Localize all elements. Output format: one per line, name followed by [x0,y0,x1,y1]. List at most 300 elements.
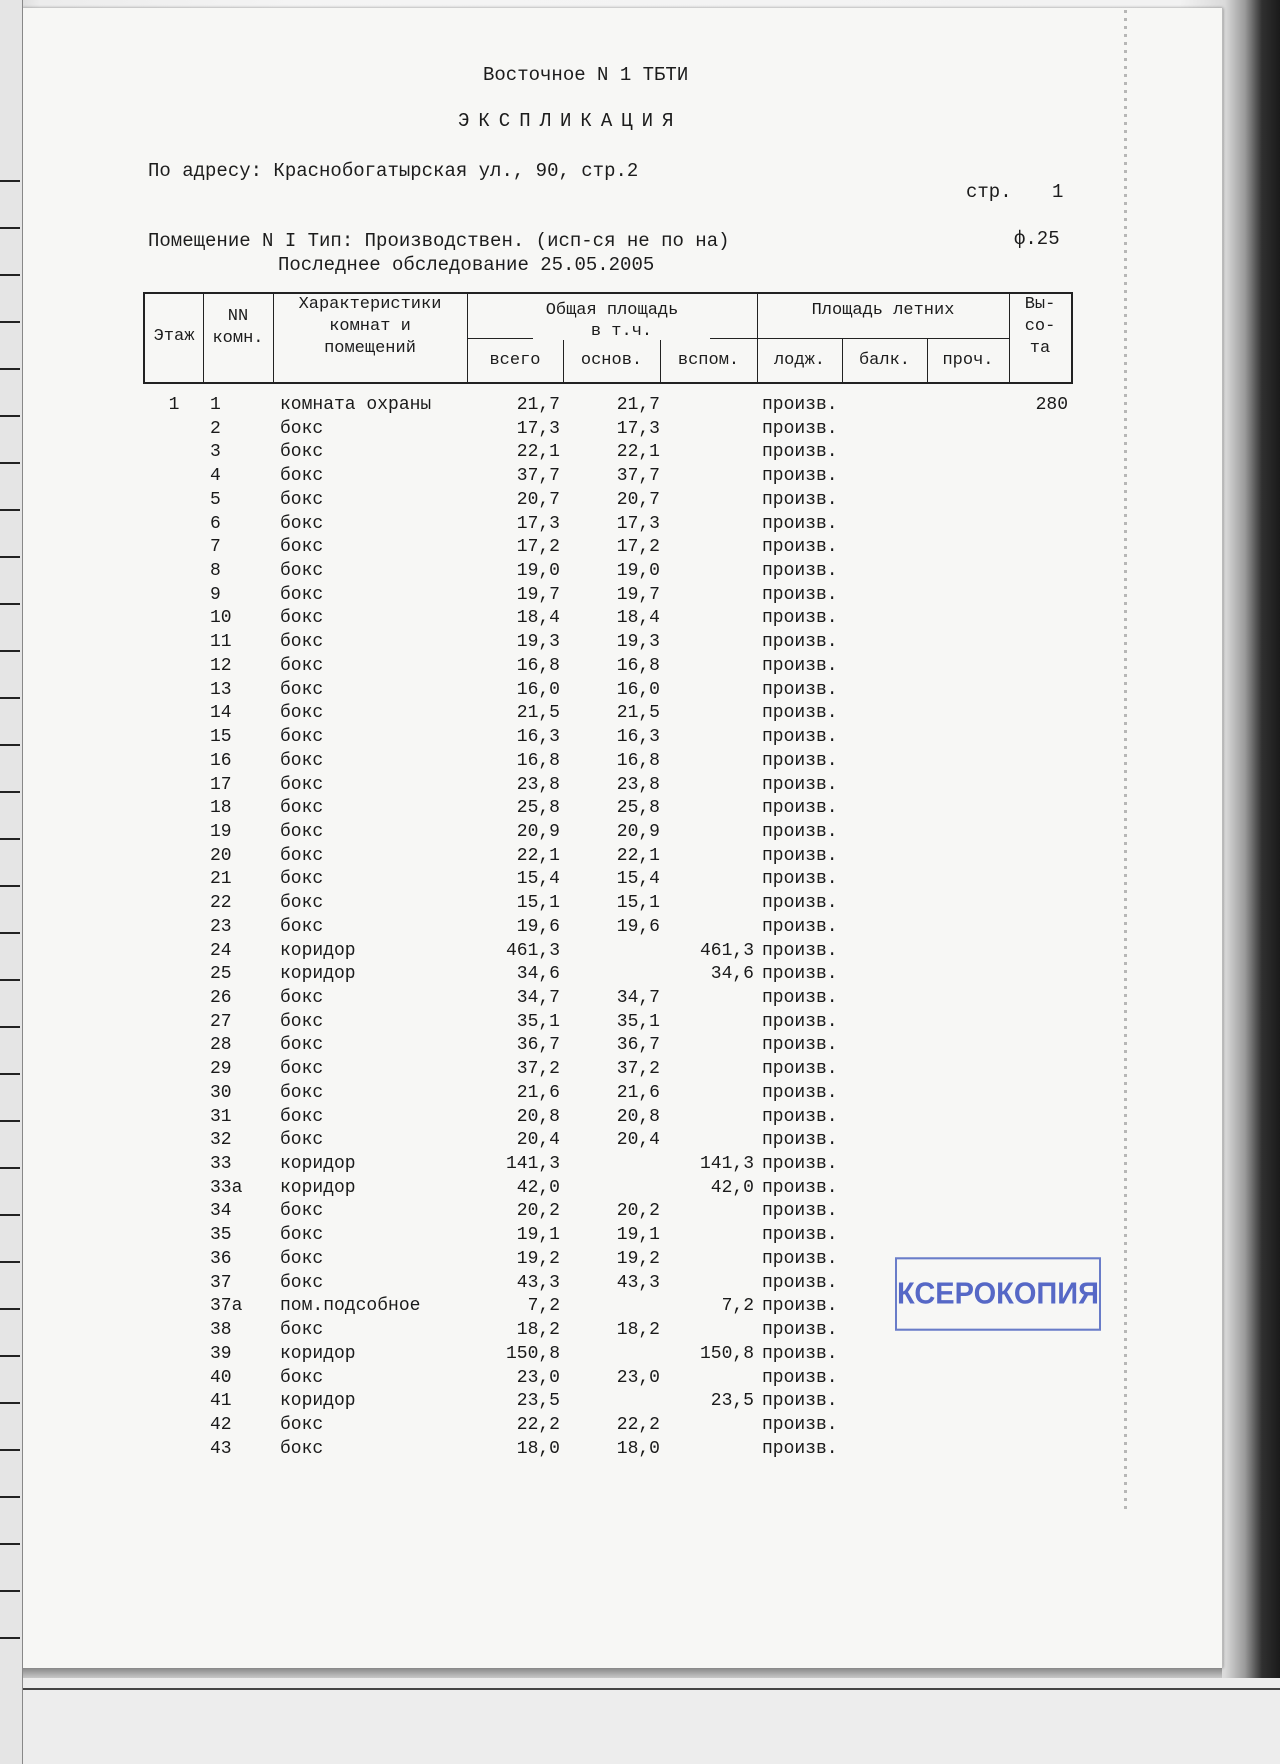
col-loggia: лодж. [773,351,825,370]
cell-total-area: 20,4 [516,1130,560,1151]
cell-room-number: 32 [210,1130,232,1151]
col-aux: вспом. [677,351,740,370]
cell-usage: произв. [762,1320,838,1341]
cell-usage: произв. [762,821,838,842]
binder-tick [0,180,20,182]
cell-total-area: 23,8 [516,774,560,795]
cell-room-number: 15 [210,727,232,748]
cell-room-number: 5 [210,489,221,510]
cell-room-number: 10 [210,608,232,629]
cell-main-area: 19,3 [616,632,660,653]
table-row [0,775,1280,799]
table-row [0,917,1280,941]
cell-total-area: 43,3 [516,1272,560,1293]
table-row [0,893,1280,917]
cell-main-area: 18,0 [616,1438,660,1459]
cell-usage: произв. [762,1225,838,1246]
cell-room-name: коридор [280,1154,356,1175]
cell-total-area: 21,5 [516,703,560,724]
cell-room-name: бокс [280,1225,324,1246]
cell-usage: произв. [762,1296,838,1317]
header-divider [467,338,533,339]
cell-room-name: бокс [280,703,324,724]
table-header [143,292,1073,384]
cell-total-area: 19,0 [516,561,560,582]
cell-room-name: бокс [280,1130,324,1151]
cell-usage: произв. [762,489,838,510]
cell-usage: произв. [762,655,838,676]
binder-tick [0,1590,20,1592]
binder-tick [0,274,20,276]
table-row [0,1154,1280,1178]
cell-main-area: 22,2 [616,1414,660,1435]
table-row [0,490,1280,514]
table-row [0,988,1280,1012]
cell-aux-area: 7,2 [721,1296,754,1317]
cell-total-area: 22,1 [516,442,560,463]
table-row [0,537,1280,561]
cell-main-area: 19,1 [616,1225,660,1246]
cell-main-area: 21,5 [616,703,660,724]
cell-main-area: 37,7 [616,466,660,487]
cell-main-area: 21,7 [616,395,660,415]
cell-main-area: 19,6 [616,916,660,937]
table-row [0,703,1280,727]
cell-usage: произв. [762,1272,838,1293]
cell-total-area: 16,3 [516,727,560,748]
table-row [0,1107,1280,1131]
cell-usage: произв. [762,1177,838,1198]
cell-room-number: 11 [210,632,232,653]
cell-room-number: 8 [210,561,221,582]
cell-main-area: 23,0 [616,1367,660,1388]
cell-room-number: 28 [210,1035,232,1056]
cell-room-number: 1 [210,395,221,415]
cell-aux-area: 150,8 [699,1343,754,1364]
cell-total-area: 42,0 [516,1177,560,1198]
cell-usage: произв. [762,537,838,558]
cell-room-name: бокс [280,1438,324,1459]
cell-room-number: 36 [210,1248,232,1269]
cell-usage: произв. [762,1248,838,1269]
cell-usage: произв. [762,1082,838,1103]
cell-room-name: бокс [280,1414,324,1435]
table-row [0,585,1280,609]
table-row [0,941,1280,965]
cell-room-name: бокс [280,489,324,510]
cell-room-number: 4 [210,466,221,487]
cell-total-area: 20,2 [516,1201,560,1222]
cell-aux-area: 42,0 [710,1177,754,1198]
header-divider [710,338,757,339]
cell-room-name: бокс [280,1082,324,1103]
binder-tick [0,1637,20,1639]
col-including: в т.ч. [533,324,710,340]
cell-room-number: 22 [210,893,232,914]
table-row [0,466,1280,490]
table-row [0,751,1280,775]
table-row [0,395,1280,419]
cell-total-area: 18,4 [516,608,560,629]
cell-room-name: бокс [280,727,324,748]
cell-usage: произв. [762,395,838,415]
binder-tick [0,1496,20,1498]
cell-room-number: 37 [210,1272,232,1293]
cell-room-name: бокс [280,608,324,629]
cell-total-area: 37,7 [516,466,560,487]
cell-room-number: 35 [210,1225,232,1246]
cell-usage: произв. [762,1343,838,1364]
cell-main-area: 21,6 [616,1082,660,1103]
table-row [0,1415,1280,1439]
cell-main-area: 37,2 [616,1059,660,1080]
table-row [0,632,1280,656]
cell-total-area: 20,7 [516,489,560,510]
cell-room-name: коридор [280,940,356,961]
cell-usage: произв. [762,869,838,890]
cell-total-area: 15,1 [516,893,560,914]
cell-room-name: бокс [280,1272,324,1293]
cell-room-name: бокс [280,679,324,700]
cell-aux-area: 141,3 [699,1154,754,1175]
cell-main-area: 20,8 [616,1106,660,1127]
cell-total-area: 37,2 [516,1059,560,1080]
cell-usage: произв. [762,798,838,819]
col-characteristics: Характеристики комнат и помещений [298,295,442,358]
table-row [0,1391,1280,1415]
cell-total-area: 19,3 [516,632,560,653]
underlying-sheet-edge [0,1688,1280,1690]
cell-total-area: 19,1 [516,1225,560,1246]
col-height: Вы- со- та [1024,295,1056,358]
cell-room-name: бокс [280,1106,324,1127]
cell-room-name: коридор [280,1391,356,1412]
cell-main-area: 19,2 [616,1248,660,1269]
cell-usage: произв. [762,1367,838,1388]
cell-room-name: бокс [280,869,324,890]
cell-aux-area: 34,6 [710,964,754,985]
cell-total-area: 35,1 [516,1011,560,1032]
cell-room-name: бокс [280,561,324,582]
cell-total-area: 461,3 [505,940,560,961]
cell-main-area: 18,2 [616,1320,660,1341]
table-row [0,964,1280,988]
cell-total-area: 19,2 [516,1248,560,1269]
cell-aux-area: 23,5 [710,1391,754,1412]
cell-room-name: бокс [280,418,324,439]
cell-usage: произв. [762,513,838,534]
cell-main-area: 17,2 [616,537,660,558]
cell-total-area: 18,2 [516,1320,560,1341]
cell-usage: произв. [762,964,838,985]
cell-total-area: 21,7 [516,395,560,415]
cell-usage: произв. [762,1391,838,1412]
cell-room-name: бокс [280,845,324,866]
col-all: всего [489,351,541,370]
cell-room-number: 14 [210,703,232,724]
cell-room-number: 39 [210,1343,232,1364]
table-row [0,1439,1280,1463]
page-number: 1 [1052,181,1064,203]
cell-room-name: комната охраны [280,395,432,415]
cell-usage: произв. [762,561,838,582]
cell-total-area: 17,2 [516,537,560,558]
table-row [0,1130,1280,1154]
cell-total-area: 7,2 [527,1296,560,1317]
cell-usage: произв. [762,1154,838,1175]
cell-total-area: 21,6 [516,1082,560,1103]
cell-room-name: бокс [280,537,324,558]
cell-room-number: 31 [210,1106,232,1127]
cell-main-area: 23,8 [616,774,660,795]
table-row [0,1344,1280,1368]
cell-room-name: коридор [280,964,356,985]
cell-room-name: бокс [280,988,324,1008]
cell-room-number: 37а [210,1296,243,1317]
cell-room-number: 20 [210,845,232,866]
cell-room-number: 24 [210,940,232,961]
cell-room-name: бокс [280,632,324,653]
cell-room-name: бокс [280,655,324,676]
table-row [0,442,1280,466]
col-room-number: NN комн. [212,307,264,348]
table-row [0,727,1280,751]
cell-room-number: 29 [210,1059,232,1080]
cell-room-number: 34 [210,1201,232,1222]
cell-room-name: бокс [280,774,324,795]
table-row [0,1201,1280,1225]
col-summer-area: Площадь летних [811,301,955,320]
cell-main-area: 36,7 [616,1035,660,1056]
document-title: ЭКСПЛИКАЦИЯ [458,110,683,132]
cell-room-name: бокс [280,1059,324,1080]
underlying-sheet [0,1678,1280,1764]
cell-main-area: 17,3 [616,513,660,534]
cell-main-area: 35,1 [616,1011,660,1032]
table-row [0,656,1280,680]
cell-usage: произв. [762,679,838,700]
table-row [0,1012,1280,1036]
cell-main-area: 15,1 [616,893,660,914]
cell-usage: произв. [762,1106,838,1127]
cell-room-name: бокс [280,584,324,605]
xerox-copy-stamp: КСЕРОКОПИЯ [895,1257,1101,1331]
table-row [0,1035,1280,1059]
address-line: По адресу: Краснобогатырская ул., 90, стр.2 [148,160,639,182]
table-row [0,514,1280,538]
cell-total-area: 25,8 [516,798,560,819]
cell-main-area: 19,0 [616,561,660,582]
cell-usage: произв. [762,845,838,866]
col-other: проч. [942,351,994,370]
cell-room-number: 18 [210,798,232,819]
cell-usage: произв. [762,1011,838,1032]
table-row [0,1225,1280,1249]
col-balcony: балк. [858,351,910,370]
cell-usage: произв. [762,466,838,487]
cell-height: 280 [1035,395,1068,415]
cell-total-area: 22,2 [516,1414,560,1435]
cell-floor: 1 [168,395,180,415]
cell-room-number: 43 [210,1438,232,1459]
cell-room-name: бокс [280,1320,324,1341]
page-label: стр. [966,181,1012,203]
cell-room-number: 7 [210,537,221,558]
binder-tick [0,1543,20,1545]
table-row [0,680,1280,704]
cell-total-area: 22,1 [516,845,560,866]
cell-usage: произв. [762,774,838,795]
binder-tick [0,368,20,370]
cell-main-area: 17,3 [616,418,660,439]
cell-room-number: 38 [210,1320,232,1341]
cell-room-number: 33 [210,1154,232,1175]
cell-room-name: бокс [280,893,324,914]
cell-total-area: 34,7 [516,988,560,1008]
cell-room-number: 42 [210,1414,232,1435]
cell-total-area: 17,3 [516,418,560,439]
table-row [0,798,1280,822]
binder-tick [0,321,20,323]
cell-main-area: 18,4 [616,608,660,629]
cell-room-number: 33а [210,1177,243,1198]
cell-main-area: 22,1 [616,845,660,866]
cell-total-area: 16,0 [516,679,560,700]
cell-main-area: 25,8 [616,798,660,819]
cell-room-name: бокс [280,466,324,487]
col-total-area: Общая площадь [545,301,679,320]
cell-room-number: 12 [210,655,232,676]
cell-usage: произв. [762,750,838,771]
cell-usage: произв. [762,1438,838,1459]
cell-total-area: 34,6 [516,964,560,985]
binder-tick [0,227,20,229]
cell-room-number: 30 [210,1082,232,1103]
cell-main-area: 20,2 [616,1201,660,1222]
cell-main-area: 16,3 [616,727,660,748]
cell-main-area: 34,7 [616,988,660,1008]
cell-room-name: бокс [280,750,324,771]
cell-room-number: 25 [210,964,232,985]
cell-usage: произв. [762,584,838,605]
cell-total-area: 23,5 [516,1391,560,1412]
premises-line: Помещение N I Тип: Производствен. (исп-ся не по на) [148,230,730,252]
cell-total-area: 20,9 [516,821,560,842]
cell-usage: произв. [762,916,838,937]
organization-name: Восточное N 1 ТБТИ [483,64,689,86]
cell-total-area: 141,3 [505,1154,560,1175]
cell-total-area: 36,7 [516,1035,560,1056]
cell-main-area: 43,3 [616,1272,660,1293]
cell-aux-area: 461,3 [699,940,754,961]
cell-main-area: 22,1 [616,442,660,463]
cell-room-number: 2 [210,418,221,439]
survey-date-line: Последнее обследование 25.05.2005 [278,254,655,276]
header-divider [757,338,1009,339]
table-row [0,1368,1280,1392]
table-row [0,1178,1280,1202]
cell-room-number: 26 [210,988,232,1008]
table-row [0,846,1280,870]
cell-room-number: 27 [210,1011,232,1032]
col-floor: Этаж [153,327,195,346]
table-row [0,1059,1280,1083]
cell-usage: произв. [762,988,838,1008]
cell-usage: произв. [762,442,838,463]
cell-usage: произв. [762,632,838,653]
cell-room-name: коридор [280,1177,356,1198]
cell-total-area: 18,0 [516,1438,560,1459]
table-row [0,608,1280,632]
cell-room-name: бокс [280,1367,324,1388]
table-row [0,822,1280,846]
cell-total-area: 23,0 [516,1367,560,1388]
cell-total-area: 17,3 [516,513,560,534]
cell-room-number: 19 [210,821,232,842]
cell-main-area: 15,4 [616,869,660,890]
cell-usage: произв. [762,703,838,724]
cell-room-number: 41 [210,1391,232,1412]
cell-room-name: бокс [280,1248,324,1269]
table-row [0,869,1280,893]
cell-room-name: бокс [280,442,324,463]
cell-main-area: 20,4 [616,1130,660,1151]
cell-room-number: 23 [210,916,232,937]
cell-room-number: 6 [210,513,221,534]
cell-room-number: 9 [210,584,221,605]
cell-total-area: 19,6 [516,916,560,937]
table-row [0,419,1280,443]
cell-usage: произв. [762,1130,838,1151]
form-number: ф.25 [1014,228,1060,250]
cell-usage: произв. [762,893,838,914]
cell-total-area: 20,8 [516,1106,560,1127]
col-main: основ. [580,351,643,370]
cell-room-name: бокс [280,916,324,937]
cell-usage: произв. [762,727,838,748]
cell-room-name: бокс [280,821,324,842]
cell-usage: произв. [762,1201,838,1222]
cell-room-number: 21 [210,869,232,890]
cell-main-area: 16,8 [616,750,660,771]
cell-room-name: бокс [280,1201,324,1222]
cell-room-number: 17 [210,774,232,795]
cell-usage: произв. [762,1414,838,1435]
cell-room-number: 3 [210,442,221,463]
cell-total-area: 16,8 [516,655,560,676]
cell-usage: произв. [762,940,838,961]
cell-room-name: бокс [280,513,324,534]
cell-main-area: 20,9 [616,821,660,842]
cell-usage: произв. [762,608,838,629]
cell-main-area: 16,0 [616,679,660,700]
cell-total-area: 150,8 [505,1343,560,1364]
cell-total-area: 19,7 [516,584,560,605]
cell-total-area: 15,4 [516,869,560,890]
cell-room-name: бокс [280,1011,324,1032]
cell-room-name: пом.подсобное [280,1296,421,1317]
cell-room-number: 13 [210,679,232,700]
cell-main-area: 16,8 [616,655,660,676]
table-row [0,561,1280,585]
sheet-bottom-edge [22,1668,1222,1678]
cell-usage: произв. [762,1059,838,1080]
cell-room-name: коридор [280,1343,356,1364]
cell-usage: произв. [762,1035,838,1056]
cell-room-name: бокс [280,798,324,819]
cell-room-number: 16 [210,750,232,771]
cell-room-number: 40 [210,1367,232,1388]
